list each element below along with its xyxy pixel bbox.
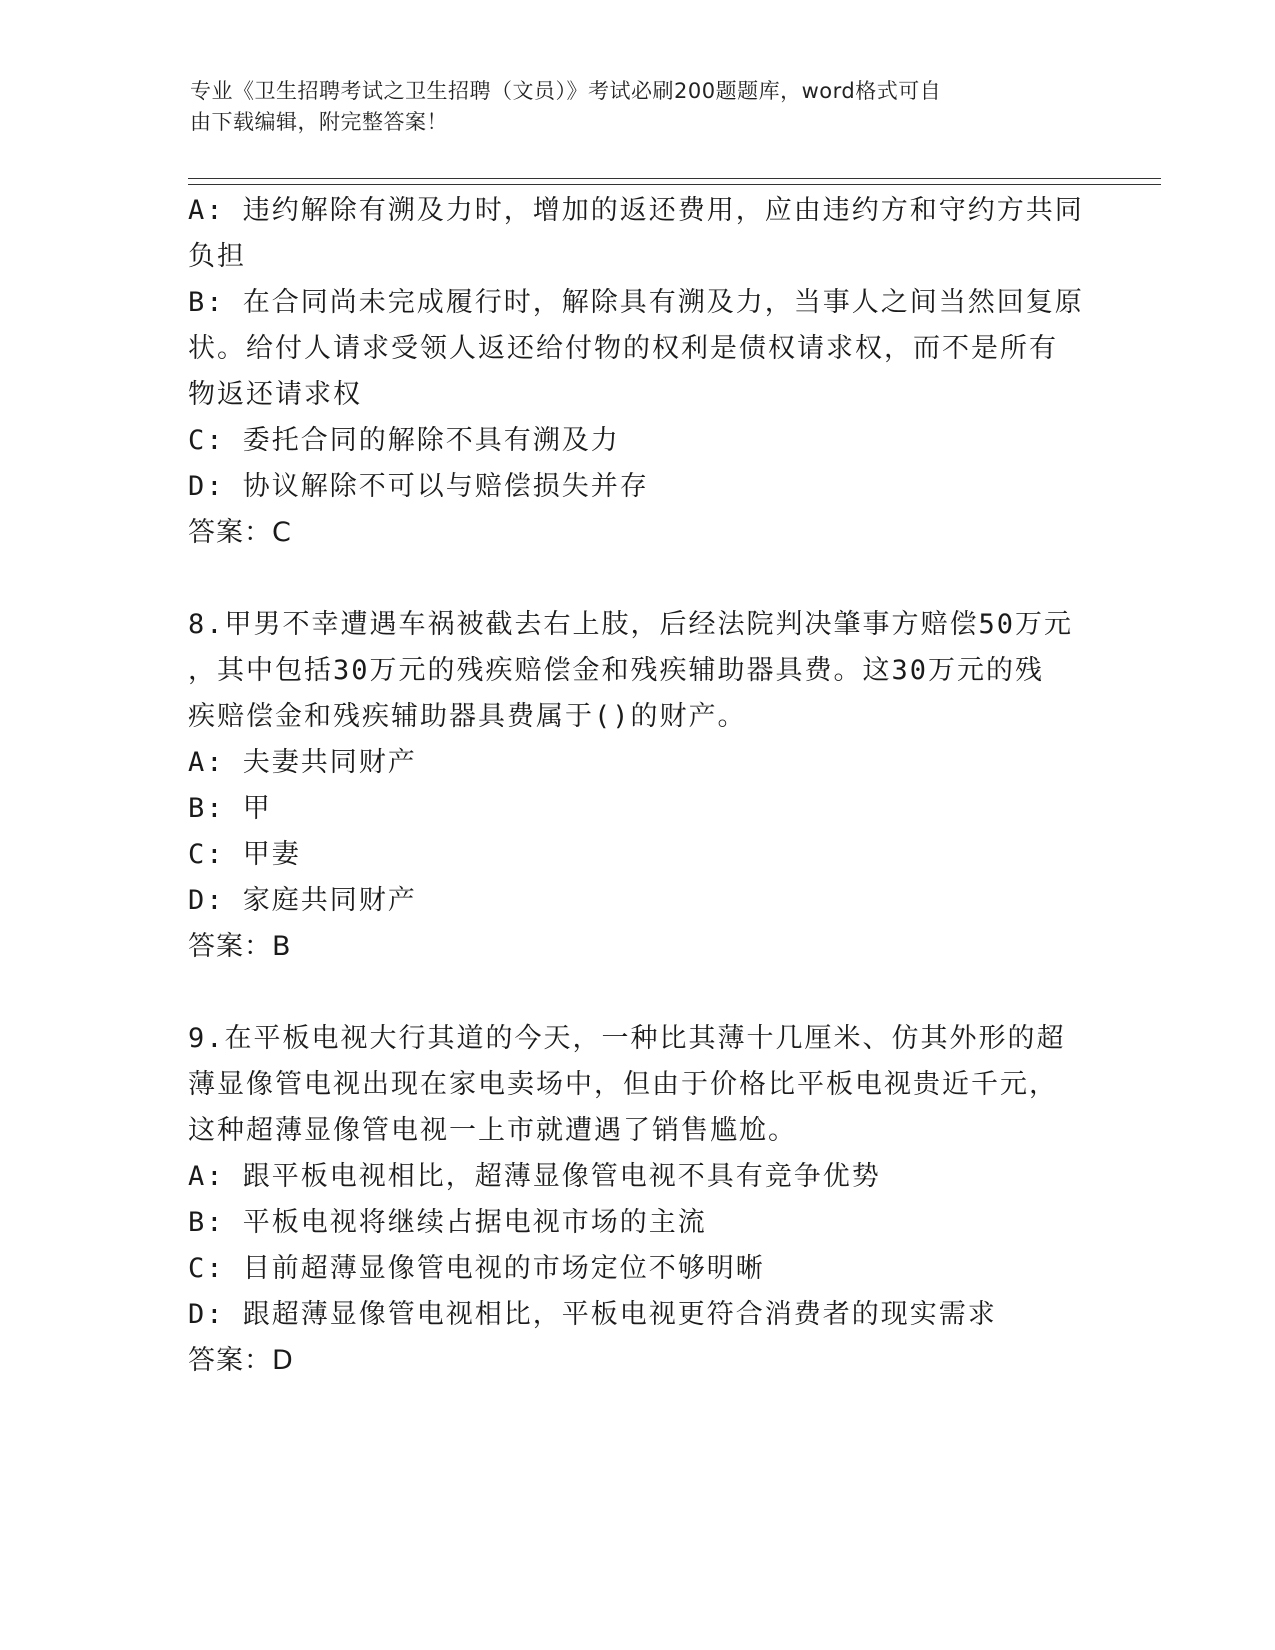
q8-option-a: A: 夫妻共同财产	[188, 747, 417, 778]
q7-option-a-line1: A: 违约解除有溯及力时，增加的返还费用，应由违约方和守约方共同	[188, 195, 1084, 226]
spacer	[188, 970, 1088, 1016]
header-divider-top	[188, 178, 1161, 179]
header-title-line2: 由下载编辑，附完整答案！	[190, 110, 448, 134]
spacer	[188, 556, 1088, 602]
q9-option-c: C: 目前超薄显像管电视的市场定位不够明晰	[188, 1253, 765, 1284]
q9-option-b: B: 平板电视将继续占据电视市场的主流	[188, 1207, 707, 1238]
header-title-line1: 专业《卫生招聘考试之卫生招聘（文员）》考试必刷200题题库，word格式可自	[190, 79, 942, 103]
q8-option-d: D: 家庭共同财产	[188, 885, 417, 916]
q7-option-b-line3: 物返还请求权	[188, 379, 362, 410]
q7-option-a-line2: 负担	[188, 241, 246, 272]
q8-stem-line1: 8.甲男不幸遭遇车祸被截去右上肢，后经法院判决肇事方赔偿50万元	[188, 609, 1074, 640]
question-7-continued	[188, 188, 1088, 556]
q7-answer: 答案：C	[188, 517, 292, 548]
q8-option-b: B: 甲	[188, 793, 272, 824]
q9-stem-line2: 薄显像管电视出现在家电卖场中，但由于价格比平板电视贵近千元，	[188, 1069, 1058, 1100]
header-divider-bottom	[188, 184, 1161, 185]
q8-answer: 答案：B	[188, 931, 292, 962]
document-header	[190, 76, 1090, 138]
q7-option-b-line2: 状。给付人请求受领人返还给付物的权利是债权请求权，而不是所有	[188, 333, 1058, 364]
q7-option-c: C: 委托合同的解除不具有溯及力	[188, 425, 620, 456]
question-9	[188, 1016, 1088, 1384]
document-body	[188, 188, 1088, 1384]
q7-option-b-line1: B: 在合同尚未完成履行时，解除具有溯及力，当事人之间当然回复原	[188, 287, 1084, 318]
q9-stem-line3: 这种超薄显像管电视一上市就遭遇了销售尴尬。	[188, 1115, 797, 1146]
q8-stem-line3: 疾赔偿金和残疾辅助器具费属于()的财产。	[188, 701, 747, 732]
q9-answer: 答案：D	[188, 1345, 294, 1376]
q8-option-c: C: 甲妻	[188, 839, 301, 870]
q9-option-a: A: 跟平板电视相比，超薄显像管电视不具有竞争优势	[188, 1161, 881, 1192]
q9-stem-line1: 9.在平板电视大行其道的今天，一种比其薄十几厘米、仿其外形的超	[188, 1023, 1066, 1054]
q8-stem-line2: ，其中包括30万元的残疾赔偿金和残疾辅助器具费。这30万元的残	[188, 655, 1045, 686]
q7-option-d: D: 协议解除不可以与赔偿损失并存	[188, 471, 649, 502]
q9-option-d: D: 跟超薄显像管电视相比，平板电视更符合消费者的现实需求	[188, 1299, 997, 1330]
question-8	[188, 602, 1088, 970]
